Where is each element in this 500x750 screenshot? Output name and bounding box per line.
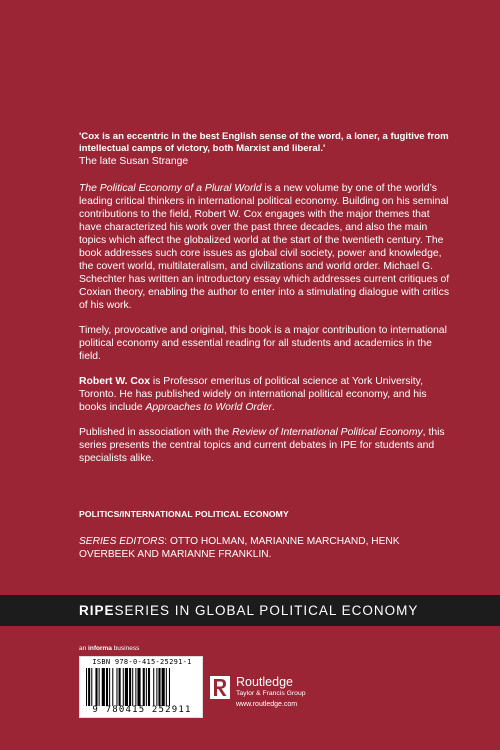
book-title: The Political Economy of a Plural World (79, 183, 262, 194)
informa-brand: informa (88, 645, 112, 652)
endorsement-paragraph: Timely, provocative and original, this book is a major contribution to international political economy and essential reading for all students and academics in the field. (79, 325, 447, 362)
barcode-area (79, 645, 203, 718)
quote-text: 'Cox is an eccentric in the best English sense of the word, a loner, a fugitive from intellectual camps of victory, both Marxist and liberal.' (79, 131, 449, 154)
publisher-url: www.routledge.com (236, 701, 298, 708)
review-quote (79, 131, 451, 168)
publisher-name: Routledge (236, 675, 293, 689)
publisher-logo (210, 676, 306, 708)
series-title: SERIES IN GLOBAL POLITICAL ECONOMY (114, 603, 419, 618)
author-bio: Robert W. Cox is Professor emeritus of political science at York University, Toronto. He has published widely on international political economy, and his books include Approaches to World Order. (79, 376, 427, 413)
routledge-r-icon (210, 676, 230, 699)
barcode-icon (86, 668, 198, 706)
author-name: Robert W. Cox (79, 376, 151, 387)
series-ripe: RIPE (79, 603, 115, 618)
journal-title: Review of International Political Economy (232, 427, 423, 438)
blurb (79, 131, 451, 477)
barcode-digits: 9 780415 252911 (92, 705, 192, 715)
publisher-group: Taylor & Francis Group (236, 690, 306, 697)
author-book-title: Approaches to World Order (145, 402, 272, 413)
publisher-text (236, 676, 306, 708)
description-paragraph (79, 182, 451, 312)
isbn-text: ISBN 978-0-415-25291-1 (92, 658, 192, 666)
series-editors-label: SERIES EDITORS (79, 536, 165, 547)
series-editors-names: : OTTO HOLMAN, MARIANNE MARCHAND, HENK OVERBEEK AND MARIANNE FRANKLIN. (79, 536, 400, 560)
subject-category: POLITICS/INTERNATIONAL POLITICAL ECONOMY (79, 509, 289, 519)
series-editors (79, 535, 419, 561)
quote-attribution: The late Susan Strange (79, 156, 189, 167)
informa-tagline: an informa business (79, 645, 140, 652)
description-text: is a new volume by one of the world’s leading critical thinkers in international political economy. Building on his seminal contributions to the field, Robert W. Cox engages with the major themes that have characterized his work over the past three decades, and also the main topics which affect the globalized world at the start of the twentieth century. The book addresses such core issues as global civil society, power and knowledge, the covert world, multilateralism, and civilizations and world order. Michael G. Schechter has written an introductory essay which addresses current critiques of Coxian theory, enabling the author to enter into a stimulating dialogue with critics of his work. (79, 183, 450, 311)
series-banner (0, 595, 500, 626)
series-note: Published in association with the Review of International Political Economy, this series presents the central topics and current debates in IPE for students and specialists alike. (79, 427, 445, 464)
barcode (79, 656, 203, 718)
